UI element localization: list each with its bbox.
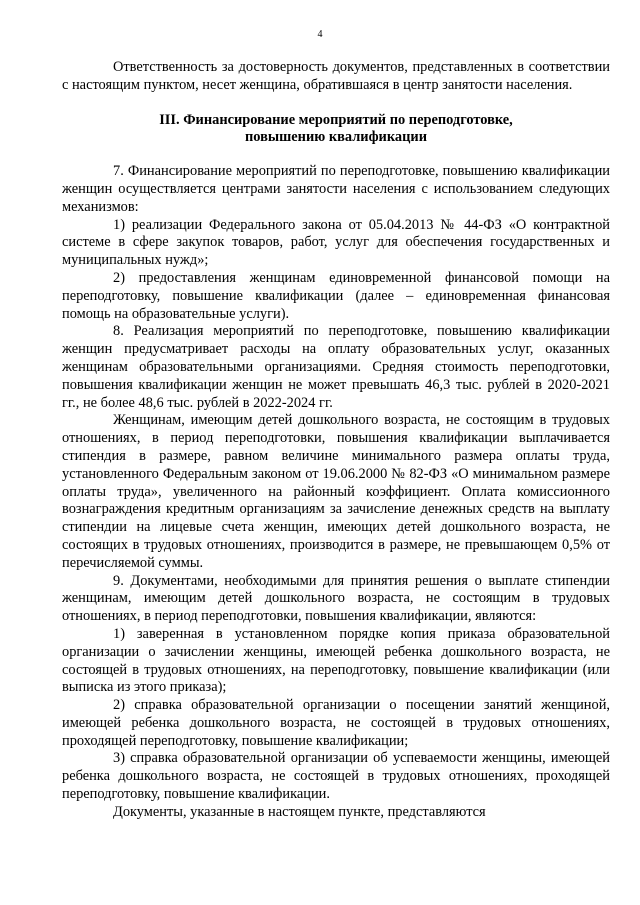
intro-paragraph: Ответственность за достоверность документов, представленных в соответствии с настоящим пунктом, несет женщина, обратившаяся в центр занятости населения. [62,59,610,93]
paragraph-8-stipend: Женщинам, имеющим детей дошкольного возраста, не состоящим в трудовых отношениях, в период переподготовки, повышения квалификации выплачивается стипендия в размере, равном величине минимального размера оплаты труда, установленного Федеральным законом от 19.06.2000 № 82-ФЗ «О минимальном размере оплаты труда», увеличенного на районный коэффициент. Оплата комиссионного вознаграждения кредитным организациям за зачисление денежных средств на выплату стипендии на лицевые счета женщин, имеющих детей дошкольного возраста, не состоящих в трудовых отношениях, производится в размере, не превышающем 0,5% от перечисляемой суммы. [62,412,610,571]
section-heading [62,112,610,148]
paragraph-9-documents: Документы, указанные в настоящем пункте, представляются [113,803,486,820]
list-item-9-3: 3) справка образовательной организации об успеваемости женщины, имеющей ребенка дошкольного возраста, не состоящей в трудовых отношениях, проходящей переподготовку, повышение квалификации. [62,750,610,803]
paragraph-7: 7. Финансирование мероприятий по переподготовке, повышению квалификации женщин осуществляется центрами занятости населения с использованием следующих механизмов: [62,163,610,215]
section-heading-line-2: повышению квалификации [245,129,427,146]
list-item-7-1: 1) реализации Федерального закона от 05.04.2013 № 44-ФЗ «О контрактной системе в сфере закупок товаров, работ, услуг для обеспечения государственных и муниципальных нужд»; [62,216,610,269]
paragraph-8: 8. Реализация мероприятий по переподготовке, повышению квалификации женщин предусматривает расходы на оплату образовательных услуг, оказанных женщинам образовательными организациями. Средняя стоимость переподготовки, повышения квалификации женщин не может превышать 46,3 тыс. рублей в 2020-2021 гг., не более 48,6 тыс. рублей в 2022-2024 гг. [62,323,610,411]
paragraph-9: 9. Документами, необходимыми для принятия решения о выплате стипендии женщинам, имеющим детей дошкольного возраста, не состоящим в трудовых отношениях, в период переподготовки, повышения квалификации, являются: [62,572,610,625]
page-number: 4 [317,29,323,40]
list-item-9-1: 1) заверенная в установленном порядке копия приказа образовательной организации о зачислении женщины, имеющей ребенка дошкольного возраста, не состоящей в трудовых отношениях, на переподготовку, повышение квалификации (или выписка из этого приказа); [62,625,610,696]
list-item-9-2: 2) справка образовательной организации о посещении занятий женщиной, имеющей ребенка дошкольного возраста, не состоящей в трудовых отношениях, проходящей переподготовку, повышение квалификации; [62,697,610,749]
section-heading-line-1: III. Финансирование мероприятий по переподготовке, [159,111,513,128]
document-body [62,59,610,822]
list-item-7-2: 2) предоставления женщинам единовременной финансовой помощи на переподготовку, повышение квалификации (далее – единовременная финансовая помощь на образовательные услуги). [62,269,610,322]
